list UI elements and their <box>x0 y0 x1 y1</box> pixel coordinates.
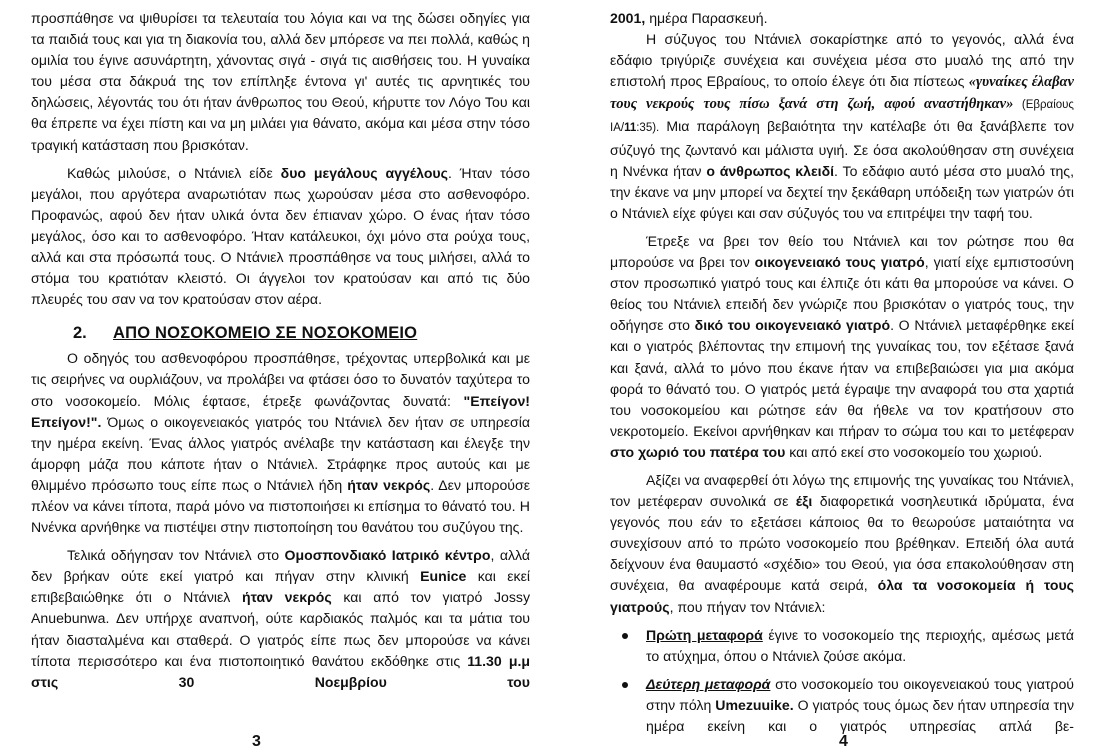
page-number: 3 <box>252 733 261 750</box>
transfer-list <box>610 625 1074 737</box>
section-title: ΑΠΟ ΝΟΣΟΚΟΜΕΙΟ ΣΕ ΝΟΣΟΚΟΜΕΙΟ <box>113 324 418 343</box>
paragraph: Έτρεξε να βρει τον θείο του Ντάνιελ και τον ρώτησε που θα μπορούσε να βρει τον οικογενειακό τους γιατρό, γιατί είχε εμπιστοσύνη στον προσωπικό γιατρό τους και έλπιζε ότι κάτι θα μπορούσε να κάνει. Ο θείος του Ντάνιελ επειδή δεν γνώριζε που βρισκόταν ο γιατρός τους, την οδήγησε στο δικό του οικογενειακό γιατρό. Ο Ντάνιελ μεταφέρθηκε εκεί και ο γιατρός βλέποντας την επιμονή της γυναίκας του, τον εξέτασε ξανά και ξανά, αλλά το μόνο που έκανε ήταν να επιβεβαιώσει για μια ακόμα φορά το θάνατό του. Ο γιατρός μετά έγραψε την αναφορά του στα χαρτιά του νοσοκομείου και ρώτησε εάν θα ήθελε να τον κρατήσουν στο νεκροτομείο. Εκείνοι αρνήθηκαν και πήραν το σώμα του και το μετέφεραν στο χωριό του πατέρα του και από εκεί στο νοσοκομείο του χωριού. <box>610 232 1074 460</box>
paragraph: Αξίζει να αναφερθεί ότι λόγω της επιμονής της γυναίκας του Ντάνιελ, τον μετέφεραν συνολικά σε έξι διαφορετικά νοσηλευτικά ιδρύματα, ένα γεγονός που εάν το εξετάσει κάποιος θα το θεωρούσε ματαιότητα να συνεχίσουν από το πρώτο νοσοκομείο που βρέθηκαν. Επειδή όλα αυτά δείχνουν ένα θαυμαστό «σχέδιο» του Θεού, για όσα επακολούθησαν στη συνέχεια, θα αναφέρουμε κατά σειρά, όλα τα νοσοκομεία ή τους γιατρούς, που πήγαν τον Ντάνιελ: <box>610 471 1075 615</box>
paragraph: προσπάθησε να ψιθυρίσει τα τελευταία του λόγια και να της δώσει οδηγίες για τα παιδιά τους και για τη διακονία του, αλλά δεν μπόρεσε να πει πολλά, καθώς η ομιλία του έγινε ασυνάρτητη, χάνοντας σιγά - σιγά τις αισθήσεις του. Η γυναίκα του μέσα στα δάκρυά της τον επίπληξε έντονα γι' αυτές τις αρνητικές του δηλώσεις, λέγοντάς του ότι ήταν άνθρωπος του Θεού, κήρυττε τον Λόγο Του και θα έπρεπε να έχει πίστη και να μη μιλάει για θάνατο, ακόμα και μέσα στην τόσο τραγική κατάσταση που βρισκόταν. <box>31 10 530 153</box>
bullet-icon <box>622 633 628 639</box>
page-number: 4 <box>839 733 848 750</box>
scripture-quote: «γυναίκες έλαβαν τους νεκρούς τους πίσω ξανά στη ζωή, αφού αναστήθηκαν» <box>610 74 1074 113</box>
right-page <box>573 0 1101 755</box>
list-item: Πρώτη μεταφορά έγινε το νοσοκομείο της περιοχής, αμέσως μετά το ατύχημα, όπου ο Ντάνιελ ζούσε ακόμα. <box>610 625 1074 667</box>
paragraph: Καθώς μιλούσε, ο Ντάνιελ είδε δυο μεγάλους αγγέλους. Ήταν τόσο μεγάλοι, που αργότερα αναρωτιόταν πως χωρούσαν μέσα στο ασθενοφόρο. Προφανώς, αφού δεν ήταν υλικά όντα δεν έπιαναν χώρο. Ο ένας ήταν τόσο μεγάλος, όσο και το ασθενοφόρο. Ήταν κατάλευκοι, όχι μόνο στα ρούχα τους, αλλά και στα πρόσωπά τους. Ο Ντάνιελ προσπάθησε να τους μιλήσει, αλλά το στόμα του κρατιόταν κλειστό. Οι άγγελοι τον κρατούσαν και από τις δύο πλευρές του σαν να τον κρατούσαν στον αέρα. <box>31 164 531 308</box>
paragraph: Η σύζυγος του Ντάνιελ σοκαρίστηκε από το γεγονός, αλλά ένα εδάφιο τριγύριζε συνέχεια και συνέχεια μέσα στο μυαλό της από την επιστολή προς Εβραίους, το οποίο έλεγε ότι δια πίστεως «γυναίκες έλαβαν τους νεκρούς τους πίσω ξανά στη ζωή, αφού αναστήθηκαν» (Εβραίους ΙΑ/11:35). Μια παράλογη βεβαιότητα την κατέλαβε ότι θα ξανάβλεπε τον σύζυγό της ζωντανό και μάλιστα υγιή. Σε όσα ακολούθησαν στη συνέχεια η Ννένκα ήταν ο άνθρωπος κλειδί. Το εδάφιο αυτό μέσα στο μυαλό της, την έκανε να μην μπορεί να δεχτεί την ξεκάθαρη υπόδειξη των γιατρών ότι ο Ντάνιελ είχε φύγει και σαν σύζυγός του να επιτρέψει την ταφή του. <box>610 31 1074 221</box>
list-item: Δεύτερη μεταφορά στο νοσοκομείο του οικογενειακού τους γιατρού στην πόλη Umezuuike. Ο γιατρός τους όμως δεν ήταν υπηρεσία την ημέρα εκείνη και ο γιατρός υπηρεσίας απλά βε- <box>610 674 1074 737</box>
bullet-icon <box>622 682 628 688</box>
paragraph: Ο οδηγός του ασθενοφόρου προσπάθησε, τρέχοντας υπερβολικά και με τις σειρήνες να ουρλιάζουν, να προλάβει να φτάσει όσο το δυνατόν ταχύτερα το στο νοσοκομείο. Μόλις έφτασε, έτρεξε φωνάζοντας δυνατά: "Επείγον! Επείγον!". Όμως ο οικογενειακός γιατρός του Ντάνιελ δεν ήταν σε υπηρεσία την ημέρα εκείνη. Ένας άλλος γιατρός ανέλαβε την κατάσταση και έλεγξε την άμορφη μάζα που κάποτε ήταν ο Ντάνιελ. Στράφηκε προς αυτούς και με θλιμμένο πρόσωπο τους είπε πως ο Ντάνιελ ήδη ήταν νεκρός. Δεν μπορούσε πλέον να κάνει τίποτα, παρά μόνο να πιστοποιήσει κι επίσημα το θάνατό του. Η Ννένκα αρνήθηκε να πιστέψει στην πιστοποίηση του θανάτου του συζύγου της. <box>31 350 530 536</box>
section-number: 2. <box>73 324 87 343</box>
paragraph: Τελικά οδήγησαν τον Ντάνιελ στο Ομοσπονδιακό Ιατρικό κέντρο, αλλά δεν βρήκαν ούτε εκεί γιατρό και πήγαν στην κλινική Eunice και εκεί επιβεβαιώθηκε ότι ο Ντάνιελ ήταν νεκρός και από τον γιατρό Jossy Anuebunwa. Δεν υπήρχε αναπνοή, ούτε καρδιακός παλμός και τα μάτια του ήταν διασταλμένα και σταθερά. Ο γιατρός είπε πως δεν μπορούσε να κάνει τίποτα περισσότερο και ένα πιστοποιητικό θανάτου εκδόθηκε στις 11.30 μ.μ στις 30 Νοεμβρίου του <box>31 547 531 690</box>
left-page <box>0 0 536 755</box>
paragraph: 2001, ημέρα Παρασκευή. <box>610 10 768 26</box>
section-heading <box>31 322 530 344</box>
